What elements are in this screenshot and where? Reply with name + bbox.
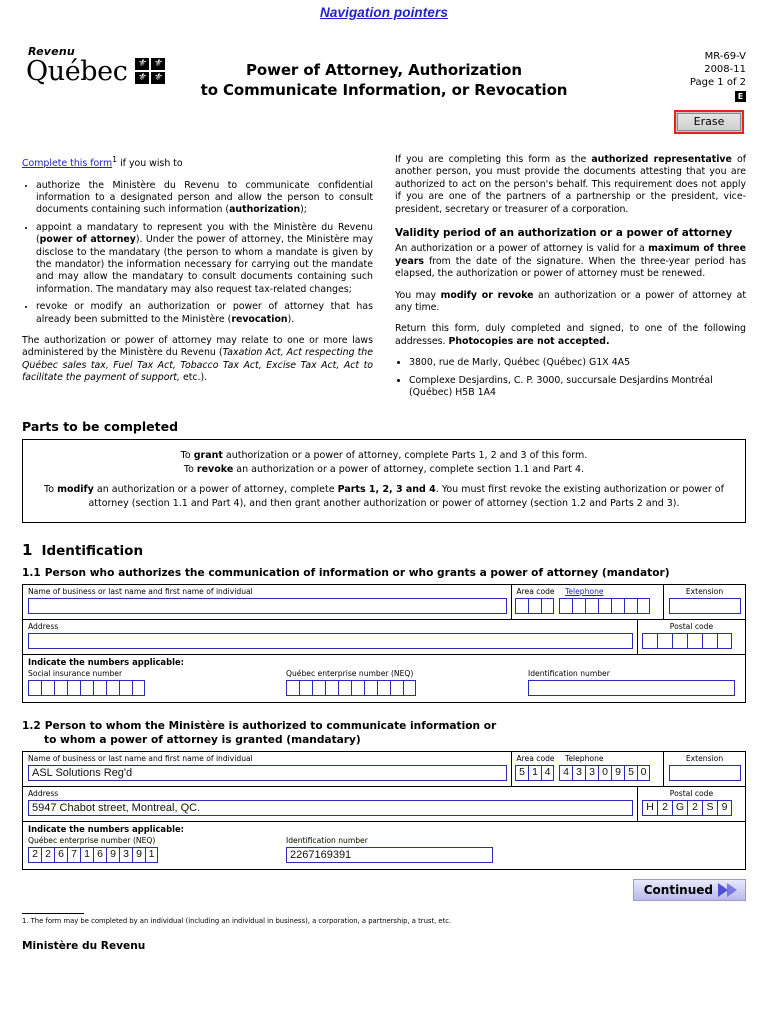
mandator-postal-code-label: Postal code: [669, 621, 714, 631]
comb-cell[interactable]: S: [702, 800, 717, 816]
validity-pre: An authorization or a power of attorney is valid for a: [395, 243, 649, 255]
mandator-id-number-label: Identification number: [528, 668, 610, 678]
navigation-pointers-link[interactable]: Navigation pointers: [320, 5, 448, 20]
auth-rep-pre: If you are completing this form as the: [395, 154, 592, 165]
bullet-bold: revocation: [231, 313, 288, 325]
parts-instructions-box: [22, 439, 746, 523]
comb-cell[interactable]: 4: [559, 765, 572, 781]
auth-rep-bold: authorized representative: [591, 154, 732, 165]
mandator-telephone-cell: [559, 585, 663, 619]
mandatary-numbers-spacer: [523, 836, 745, 865]
mandatary-name-row: [23, 752, 745, 787]
ministere-label: Ministère du Revenu: [22, 939, 146, 952]
mandator-postal-code-cell: [637, 620, 745, 654]
continued-button-label: Continued: [643, 882, 713, 897]
grant-bold: grant: [193, 449, 223, 461]
comb-cell[interactable]: 6: [93, 847, 106, 863]
mandator-postal-code-input[interactable]: [642, 633, 741, 649]
section-1-2-title-line1: Person to whom the Ministère is authorized to communicate information or: [44, 719, 497, 732]
mandatary-area-code-label: Area code: [516, 753, 555, 763]
section-1-2-title-line2: to whom a power of attorney is granted (mandatary): [44, 733, 361, 746]
language-badge-icon: E: [735, 91, 746, 102]
mandatary-area-code-cell: [511, 752, 559, 786]
mandator-telephone-input[interactable]: [559, 598, 663, 614]
comb-cell[interactable]: 1: [145, 847, 158, 863]
modify-post: an authorization or a power of attorney at any time.: [395, 289, 747, 314]
mandator-sin-cell: [23, 669, 281, 698]
modify-mid: an authorization or a power of attorney, complete: [93, 483, 338, 495]
validity-period-heading: Validity period of an authorization or a power of attorney: [395, 227, 733, 240]
mandatary-extension-label: Extension: [685, 753, 724, 763]
mandatary-address-cell: [23, 787, 637, 821]
mandator-neq-label: Québec enterprise number (NEQ): [286, 668, 414, 678]
mandatary-postal-code-input[interactable]: [642, 800, 741, 816]
mandatary-extension-cell: [663, 752, 745, 786]
modify-bold: modify or revoke: [440, 289, 534, 301]
mandatary-address-row: [23, 787, 745, 822]
mandatary-telephone-input[interactable]: [559, 765, 663, 781]
mandatary-neq-input[interactable]: [28, 847, 277, 863]
mandatary-id-number-cell: [281, 836, 523, 865]
mandatary-neq-cell: [23, 836, 281, 865]
mandator-telephone-label: Telephone: [565, 586, 604, 596]
continued-row: [0, 879, 768, 901]
comb-cell[interactable]: 2: [657, 800, 672, 816]
form-date: 2008-11: [704, 64, 746, 75]
mandatary-id-number-input[interactable]: 2267169391: [286, 847, 493, 863]
section-1-1-title: Person who authorizes the communication of information or who grants a power of attorney (mandator): [44, 566, 670, 579]
laws-text-pre: The authorization or power of attorney may relate to one or more laws administered by the Ministère du Revenu (: [22, 335, 373, 359]
auth-rep-post: of another person, you must provide the documents attesting that you are authorized to act on the person's behalf. This requirement does not apply if you are one of the partners of a partnership or the president, vice-president, secretary or treasurer of a corporation.: [395, 154, 746, 215]
mandatary-area-code-input[interactable]: [515, 765, 559, 781]
comb-cell[interactable]: 6: [54, 847, 67, 863]
modify-post: . You must first revoke the existing authorization or power of attorney (section 1.1 and Part 4), and then grant another authorization or power of attorney (section 1.2 and Parts 2 and 3).: [88, 483, 724, 509]
comb-cell[interactable]: 4: [541, 765, 554, 781]
mandator-area-code-input[interactable]: [515, 598, 559, 614]
page-title-line1: Power of Attorney, Authorization: [246, 61, 522, 79]
list-item: [36, 222, 373, 296]
parts-line-modify: [35, 483, 733, 512]
applicable-laws-paragraph: [22, 335, 373, 385]
list-item: • 3800, rue de Marly, Québec (Québec) G1X 4A5: [409, 357, 746, 369]
laws-text-post: etc.).: [179, 372, 208, 384]
modify-revoke-paragraph: [395, 290, 746, 315]
comb-cell[interactable]: 0: [637, 765, 650, 781]
comb-cell[interactable]: 0: [598, 765, 611, 781]
parts-to-be-completed-section: [0, 419, 768, 870]
mandatary-neq-label: Québec enterprise number (NEQ): [28, 835, 156, 845]
mandatary-name-label: Name of business or last name and first name of individual: [28, 753, 253, 763]
page-number: Page 1 of 2: [689, 77, 746, 88]
mandator-area-code-label: Area code: [516, 586, 555, 596]
mandatary-id-number-label: Identification number: [286, 835, 368, 845]
mandator-numbers-block: [23, 655, 745, 702]
return-pre: Return this form, duly completed and signed, to one of the following addresses.: [395, 323, 746, 347]
page-title-line2: to Communicate Information, or Revocation: [200, 81, 568, 99]
mandatary-name-cell: [23, 752, 511, 786]
mandatary-form-box: [22, 751, 746, 870]
mandatary-address-input[interactable]: 5947 Chabot street, Montreal, QC.: [28, 800, 633, 816]
section-1-number: 1: [22, 540, 33, 559]
validity-bold: maximum of three years: [395, 243, 746, 267]
form-code: MR-69-V: [704, 51, 746, 62]
footnote-divider: [22, 913, 84, 914]
erase-button-highlight: [674, 110, 744, 134]
mandator-id-number-cell: [523, 669, 745, 698]
mandator-neq-input[interactable]: [286, 680, 519, 696]
comb-cell[interactable]: 3: [585, 765, 598, 781]
comb-cell[interactable]: 9: [611, 765, 624, 781]
mandatary-telephone-label: Telephone: [565, 753, 604, 763]
intro-left-column: [22, 154, 373, 405]
comb-cell[interactable]: 2: [41, 847, 54, 863]
comb-cell[interactable]: H: [642, 800, 657, 816]
mandator-sin-label: Social insurance number: [28, 668, 123, 678]
mandator-name-row: [23, 585, 745, 620]
document-header: [0, 20, 768, 128]
mandator-numbers-row: [23, 655, 745, 702]
grant-post: authorization or a power of attorney, complete Parts 1, 2 and 3 of this form.: [222, 449, 588, 461]
list-item: [36, 180, 373, 217]
parts-heading: Parts to be completed: [22, 418, 179, 434]
logo-quebec-text: Québec: [26, 56, 128, 87]
introduction-section: [0, 154, 768, 405]
mandatary-numbers-block: [23, 822, 745, 869]
mandatary-numbers-row: [23, 822, 745, 869]
mandator-name-cell: [23, 585, 511, 619]
return-bold: Photocopies are not accepted.: [448, 335, 610, 347]
modify-bold: modify: [57, 483, 94, 495]
validity-post: from the date of the signature. When the three-year period has elapsed, the authorization or power of attorney must be renewed.: [395, 255, 746, 280]
comb-cell[interactable]: 9: [717, 800, 732, 816]
erase-button[interactable]: Erase: [677, 113, 741, 131]
mandatary-address-label: Address: [28, 788, 59, 798]
footnote-marker: 1: [112, 155, 118, 164]
mandator-address-label: Address: [28, 621, 59, 631]
comb-cell[interactable]: 5: [515, 765, 528, 781]
continued-button[interactable]: [633, 879, 746, 901]
section-1-2-heading: [22, 719, 746, 747]
complete-form-lead-rest: if you wish to: [117, 158, 183, 170]
modify-pre: You may: [395, 289, 441, 301]
parts-line-grant: [35, 449, 733, 464]
bullet-text: appoint a mandatary to represent you with the Ministère du Revenu (: [36, 221, 373, 246]
bullet-text: authorize the Ministère du Revenu to communicate confidential information to a designated person and allow the person to consult documents containing such information (: [36, 179, 373, 216]
double-arrow-right-icon: [717, 882, 739, 898]
logo-revenu-text: Revenu: [28, 45, 75, 58]
mandator-extension-cell: [663, 585, 745, 619]
modify-bold2: Parts 1, 2, 3 and 4: [337, 483, 436, 495]
intro-left-bullets: [22, 180, 373, 326]
mandatary-extension-input[interactable]: [669, 765, 741, 781]
parts-line-revoke: [35, 463, 733, 478]
complete-this-form-link[interactable]: Complete this form: [22, 158, 113, 170]
mandatary-postal-code-cell: [637, 787, 745, 821]
section-1-heading: [22, 541, 746, 559]
list-item: [36, 301, 373, 326]
comb-cell[interactable]: 3: [119, 847, 132, 863]
bullet-bold: authorization: [229, 204, 301, 216]
revoke-pre: To: [183, 464, 197, 475]
footnote-text: 1. The form may be completed by an individual (including an individual in business), a corporation, a partnership, a trust, etc.: [22, 916, 452, 925]
bullet-text: revoke or modify an authorization or power of attorney that has already been submitted to the Ministère (: [36, 301, 373, 325]
comb-cell[interactable]: 3: [572, 765, 585, 781]
mandator-address-cell: [23, 620, 637, 654]
comb-cell[interactable]: 2: [28, 847, 41, 863]
mandator-id-number-input[interactable]: [528, 680, 735, 696]
comb-cell[interactable]: G: [672, 800, 687, 816]
comb-cell[interactable]: 9: [106, 847, 119, 863]
revoke-bold: revoke: [196, 464, 234, 475]
comb-cell[interactable]: 1: [528, 765, 541, 781]
bullet-bold: power of attorney: [39, 234, 136, 246]
mandator-name-input[interactable]: [28, 598, 507, 614]
section-1-2-number: 1.2: [22, 719, 41, 732]
complete-form-lead: [22, 154, 373, 171]
intro-right-column: [395, 154, 746, 405]
mandatary-postal-code-label: Postal code: [669, 788, 714, 798]
mandator-numbers-title: Indicate the numbers applicable:: [28, 656, 184, 667]
mandator-address-row: [23, 620, 745, 655]
mandator-extension-input[interactable]: [669, 598, 741, 614]
section-1-1-heading: [22, 566, 746, 580]
mandatary-numbers-title: Indicate the numbers applicable:: [28, 823, 184, 834]
comb-cell[interactable]: 5: [624, 765, 637, 781]
modify-pre: To: [44, 483, 58, 495]
grant-pre: To: [180, 449, 194, 461]
mandatary-name-input[interactable]: ASL Solutions Reg'd: [28, 765, 507, 781]
list-item: • Complexe Desjardins, C. P. 3000, succursale Desjardins Montréal (Québec) H5B 1A4: [409, 375, 746, 400]
bullet-text-post: ). Under the power of attorney, the Ministère may disclose to the mandatary (the person to whom a mandate is given by the mandator) the information necessary for carrying out the mandate and may allow the mandatary to consult documents containing such information. The mandatary may also request tax-related changes;: [36, 234, 374, 295]
section-1-1-number: 1.1: [22, 566, 41, 579]
comb-cell[interactable]: 1: [80, 847, 93, 863]
footer-section: [0, 913, 768, 952]
comb-cell[interactable]: 2: [687, 800, 702, 816]
mandator-sin-input[interactable]: [28, 680, 277, 696]
laws-text-italic: Taxation Act, Act respecting the Québec sales tax, Fuel Tax Act, Tobacco Tax Act, Excise Tax Act, Act to facilitate the payment of support,: [22, 347, 373, 384]
section-1-title: Identification: [41, 542, 144, 559]
mandator-area-code-cell: [511, 585, 559, 619]
mailing-address-list: [395, 357, 746, 399]
mandator-name-label: Name of business or last name and first name of individual: [28, 586, 253, 596]
mandator-extension-label: Extension: [685, 586, 724, 596]
mandator-neq-cell: [281, 669, 523, 698]
bullet-text-post: );: [300, 204, 307, 216]
bullet-text-post: ).: [287, 313, 295, 325]
comb-cell[interactable]: 9: [132, 847, 145, 863]
revoke-post: an authorization or a power of attorney, complete section 1.1 and Part 4.: [233, 464, 585, 475]
validity-paragraph: [395, 243, 746, 280]
mandator-address-input[interactable]: [28, 633, 633, 649]
return-form-paragraph: [395, 323, 746, 348]
mandator-form-box: [22, 584, 746, 703]
mandatary-telephone-cell: [559, 752, 663, 786]
comb-cell[interactable]: 7: [67, 847, 80, 863]
authorized-representative-paragraph: [395, 154, 746, 216]
